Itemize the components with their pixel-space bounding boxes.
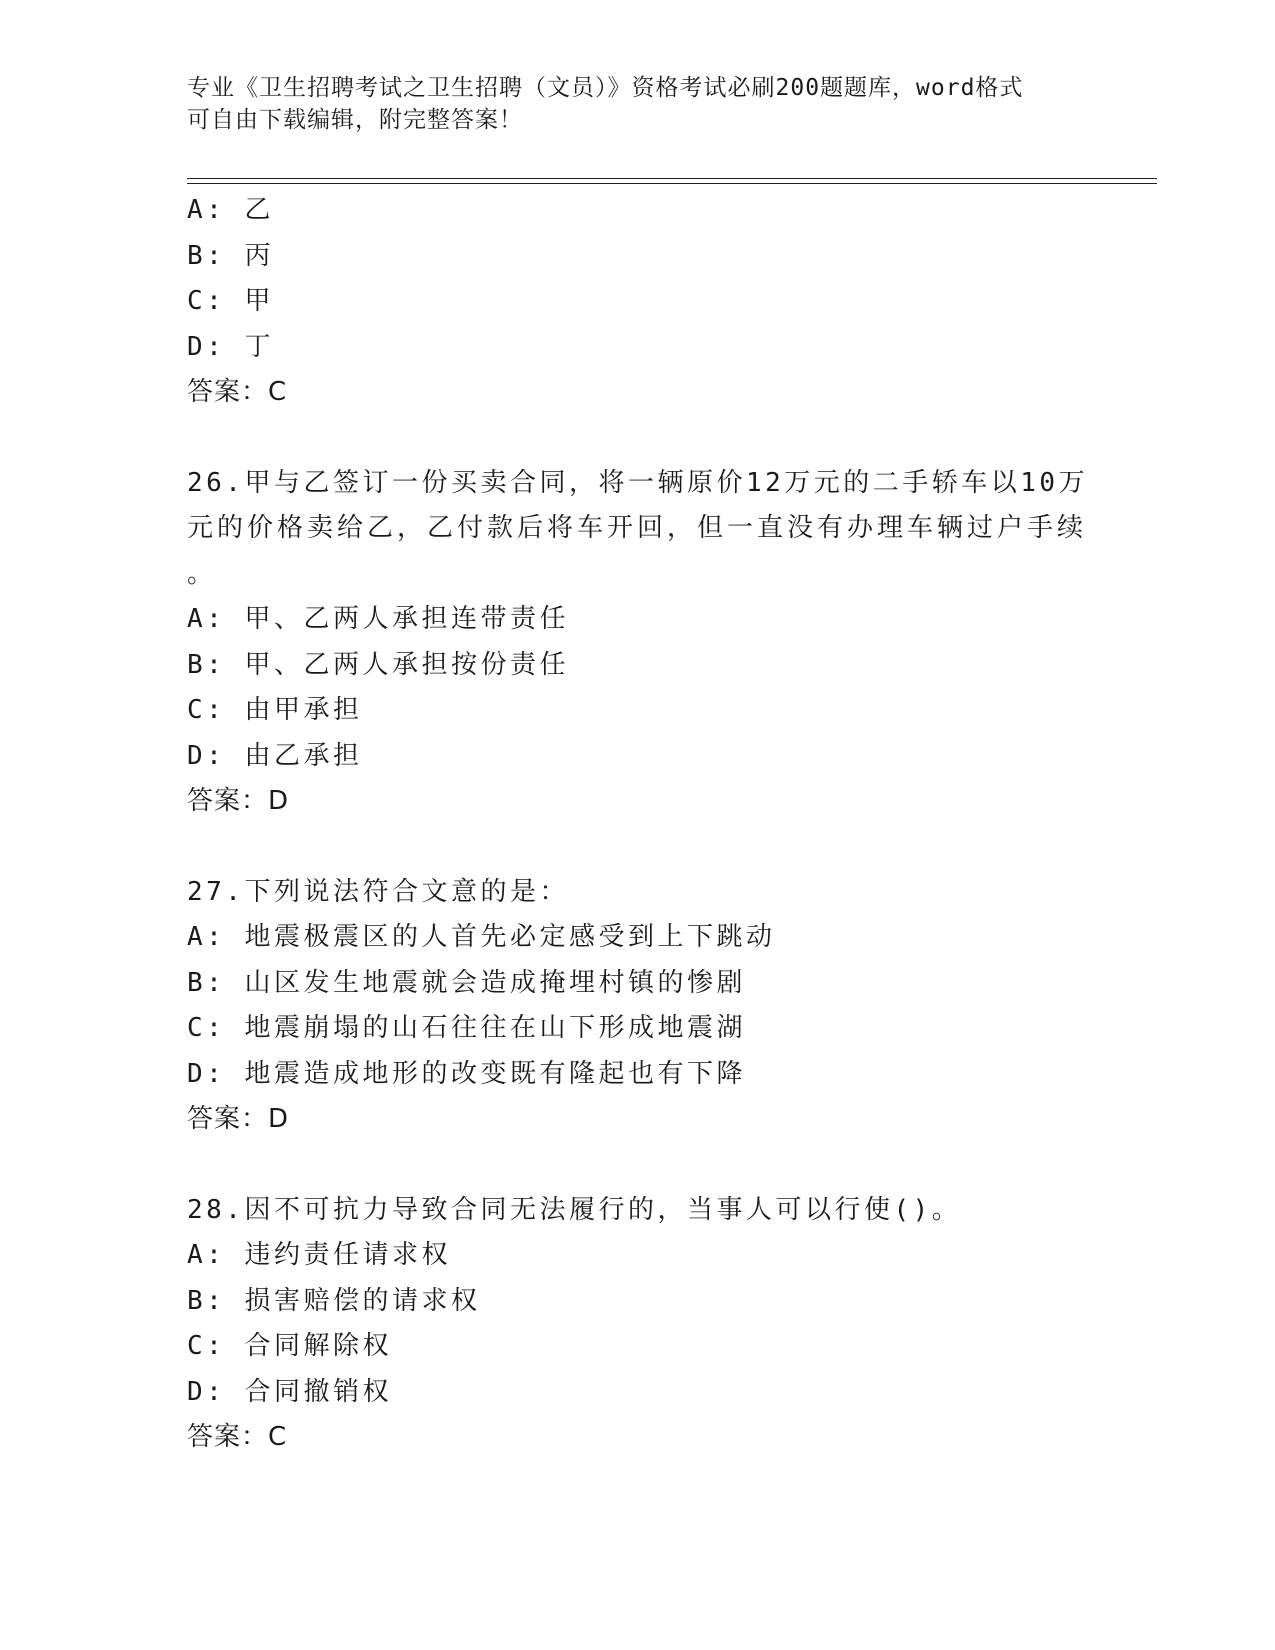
header-line-1: 专业《卫生招聘考试之卫生招聘（文员）》资格考试必刷200题题库，word格式 — [187, 75, 1024, 101]
question-stem: 27.下列说法符合文意的是： — [187, 876, 569, 907]
header-divider-top — [187, 178, 1157, 179]
answer-line: 答案：C — [187, 377, 288, 407]
question-stem: 28.因不可抗力导致合同无法履行的，当事人可以行使()。 — [187, 1194, 962, 1225]
question-block-prev — [187, 188, 1087, 416]
answer-line: 答案：C — [187, 1422, 288, 1452]
document-header — [187, 72, 1067, 136]
option-c: C: 合同解除权 — [187, 1331, 392, 1361]
question-stem: 26.甲与乙签订一份买卖合同，将一辆原价12万元的二手轿车以10万 — [187, 467, 1089, 498]
option-b: B: 丙 — [187, 240, 274, 271]
option-a: A: 甲、乙两人承担连带责任 — [187, 604, 569, 634]
option-c: C: 甲 — [187, 286, 274, 316]
option-b: B: 甲、乙两人承担按份责任 — [187, 649, 569, 680]
answer-line: 答案：D — [187, 1104, 290, 1134]
option-d: D: 丁 — [187, 331, 274, 362]
header-line-2: 可自由下载编辑，附完整答案！ — [187, 107, 523, 133]
option-d: D: 地震造成地形的改变既有隆起也有下降 — [187, 1058, 746, 1089]
option-d: D: 合同撤销权 — [187, 1376, 392, 1407]
option-b: B: 损害赔偿的请求权 — [187, 1285, 481, 1316]
option-a: A: 违约责任请求权 — [187, 1240, 451, 1270]
question-stem-continued: 。 — [187, 558, 218, 589]
option-d: D: 由乙承担 — [187, 740, 363, 771]
question-spacer — [187, 1143, 1087, 1188]
option-a: A: 地震极震区的人首先必定感受到上下跳动 — [187, 922, 776, 952]
option-c: C: 地震崩塌的山石往往在山下形成地震湖 — [187, 1013, 746, 1043]
question-stem-continued: 元的价格卖给乙，乙付款后将车开回，但一直没有办理车辆过户手续 — [187, 513, 1088, 543]
question-list — [187, 188, 1087, 1461]
option-a: A: 乙 — [187, 195, 274, 225]
question-spacer — [187, 825, 1087, 870]
option-b: B: 山区发生地震就会造成掩埋村镇的惨剧 — [187, 967, 746, 998]
header-divider-bottom — [187, 183, 1157, 184]
option-c: C: 由甲承担 — [187, 695, 363, 725]
question-block-26 — [187, 461, 1087, 825]
question-block-28 — [187, 1188, 1087, 1461]
answer-line: 答案：D — [187, 786, 290, 816]
question-spacer — [187, 416, 1087, 461]
question-block-27 — [187, 870, 1087, 1143]
